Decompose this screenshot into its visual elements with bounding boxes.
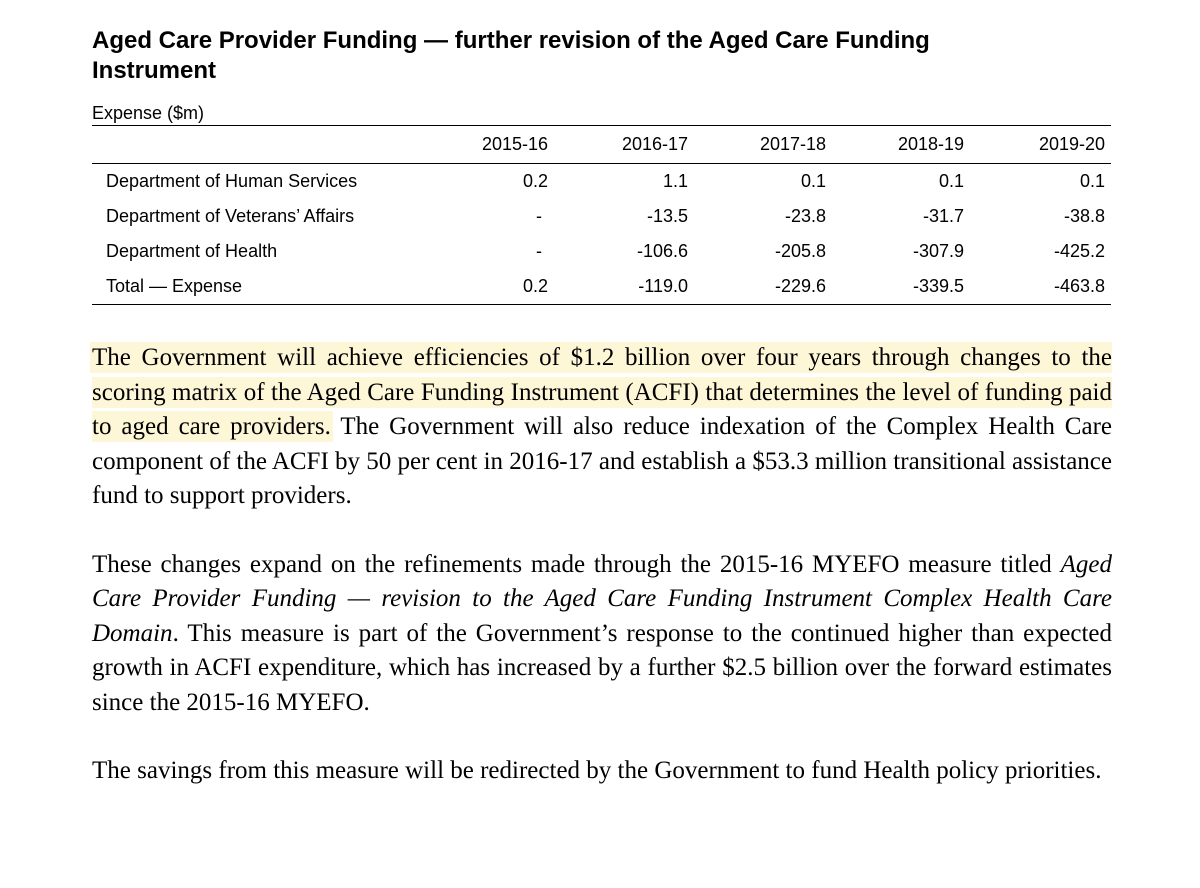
column-header: 2019-20 — [1038, 134, 1105, 154]
column-header: 2015-16 — [481, 134, 548, 154]
paragraph-text: . This measure is part of the Government’s response to the continued higher than expected growth in ACFI expenditure, which has increased by a further $2.5 billion over the forward estimates since the 2015-16 MYEFO. — [92, 619, 1112, 716]
table-cell: - — [536, 241, 542, 261]
table-cell: -106.6 — [636, 241, 688, 261]
column-header: 2017-18 — [759, 134, 826, 154]
row-label: Department of Human Services — [106, 171, 358, 191]
table-cell: -13.5 — [646, 206, 688, 226]
paragraph-text: The Government will also reduce indexation of the Complex Health Care component of the ACFI by 50 per cent in 2016-17 and establish a $53.3 million transitional assistance fund to support providers. — [92, 413, 1112, 509]
column-header: 2018-19 — [897, 134, 964, 154]
table-cell: -119.0 — [638, 276, 688, 296]
highlighted-text: The Government will achieve efficiencies of $1.2 billion over four years through changes to the scoring matrix of the Aged Care Funding Instrument (ACFI) that determines the level of funding paid to aged care providers. — [92, 344, 1112, 440]
row-label: Total — Expense — [106, 276, 243, 296]
row-label: Department of Health — [106, 241, 278, 261]
paragraph-3: The savings from this measure will be redirected by the Government to fund Health policy priorities. — [92, 757, 1102, 784]
table-header-row — [92, 126, 1111, 164]
table-row — [92, 234, 1111, 269]
table-cell: 0.2 — [522, 171, 548, 191]
table-cell: 0.1 — [800, 171, 826, 191]
measure-title: Aged Care Provider Funding — revision to the Aged Care Funding Instrument Complex Health Care Domain — [92, 550, 1112, 647]
table-cell: -205.8 — [774, 241, 826, 261]
paragraph-2 — [92, 548, 1112, 721]
table-cell: 0.1 — [1079, 171, 1105, 191]
table-caption: Expense ($m) — [92, 102, 1111, 126]
paragraph-text: These changes expand on the refinements made through the 2015-16 MYEFO measure titled — [92, 550, 1061, 578]
table-cell: 0.2 — [522, 276, 548, 296]
column-header: 2016-17 — [621, 134, 688, 154]
table-row — [92, 199, 1111, 234]
table-cell: -307.9 — [912, 241, 964, 261]
page-title: Aged Care Provider Funding — further revision of the Aged Care Funding Instrument — [92, 27, 930, 84]
table-row — [92, 164, 1111, 200]
table-cell: -31.7 — [922, 206, 964, 226]
table-cell: -425.2 — [1053, 241, 1105, 261]
expense-table — [92, 126, 1111, 305]
table-cell: 1.1 — [662, 171, 688, 191]
table-cell: -38.8 — [1063, 206, 1105, 226]
table-cell: -229.6 — [774, 276, 826, 296]
table-cell: 0.1 — [938, 171, 964, 191]
table-cell: -23.8 — [784, 206, 826, 226]
table-header-blank — [92, 126, 404, 164]
paragraph-1 — [92, 341, 1112, 514]
table-cell: - — [536, 206, 542, 226]
document-page — [92, 26, 1114, 789]
table-total-row — [92, 269, 1111, 305]
table-cell: -339.5 — [912, 276, 964, 296]
table-cell: -463.8 — [1053, 276, 1105, 296]
row-label: Department of Veterans’ Affairs — [106, 206, 355, 226]
